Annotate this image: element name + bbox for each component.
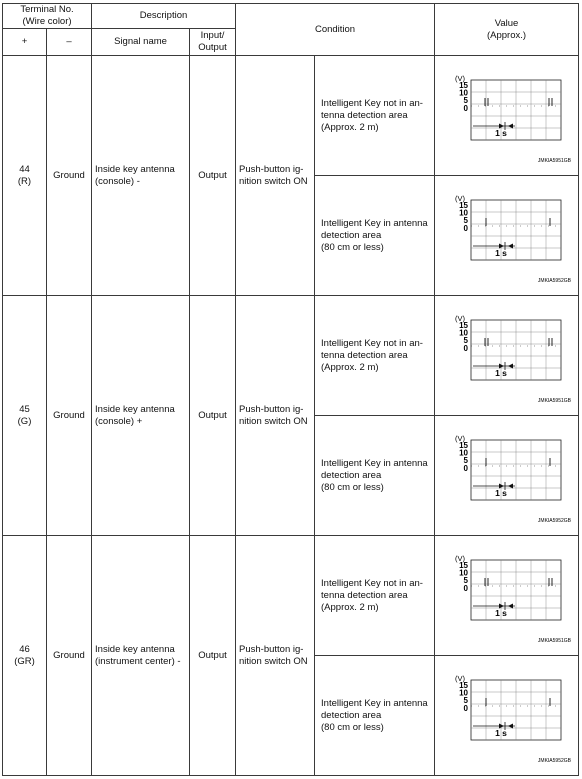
input-output-cell: Output [190,56,236,296]
terminal-plus-cell: 45 (G) [3,296,47,536]
waveform-tick-label: 10 [458,448,468,458]
waveform-cell [435,56,579,176]
waveform-plot [439,306,575,406]
waveform-cell [435,536,579,656]
waveform-arrow-left [508,123,513,128]
waveform-time-label: 1 s [494,367,507,378]
waveform-unit-label: (V) [454,673,465,683]
waveform-tick-label: 5 [463,575,468,585]
waveform-tick-label: 15 [458,440,468,450]
table-row [3,56,579,176]
input-output-cell: Output [190,296,236,536]
terminal-minus-cell: Ground [47,536,92,776]
waveform-tick-label: 10 [458,208,468,218]
waveform-tick-label: 15 [458,560,468,570]
sub-condition-cell: Intelligent Key not in an- tenna detection area (Approx. 2 m) [315,536,435,656]
terminal-minus-cell: Ground [47,56,92,296]
waveform-tick-label: 15 [458,320,468,330]
waveform-arrow-left [508,483,513,488]
sub-condition-cell: Intelligent Key in antenna detection area (80 cm or less) [315,656,435,776]
condition-main-cell: Push-button ig- nition switch ON [236,536,315,776]
waveform-time-label: 1 s [494,127,507,138]
waveform-tick-label: 0 [463,583,468,593]
terminal-minus-cell: Ground [47,296,92,536]
waveform-tick-label: 0 [463,103,468,113]
terminal-plus-cell: 46 (GR) [3,536,47,776]
waveform-plot [439,426,575,526]
waveform-image-code: JMKIA5952GB [537,517,571,524]
waveform-tick-label: 0 [463,343,468,353]
sub-condition-cell: Intelligent Key not in an- tenna detection area (Approx. 2 m) [315,56,435,176]
waveform-image-code: JMKIA5952GB [537,277,571,284]
waveform-tick-label: 5 [463,335,468,345]
waveform-unit-label: (V) [454,73,465,83]
waveform-unit-label: (V) [454,193,465,203]
waveform-tick-label: 5 [463,215,468,225]
waveform-plot [439,186,575,286]
header-plus: + [3,29,47,56]
waveform-tick-label: 10 [458,328,468,338]
table-row [3,296,579,416]
waveform-unit-label: (V) [454,553,465,563]
header-value: Value (Approx.) [435,4,579,56]
header-input-output: Input/ Output [190,29,236,56]
waveform-time-label: 1 s [494,487,507,498]
table-row [3,536,579,656]
header-description: Description [92,4,236,29]
waveform-cell [435,416,579,536]
waveform-image-code: JMKIA5951GB [537,637,571,644]
waveform-tick-label: 10 [458,688,468,698]
waveform-tick-label: 0 [463,223,468,233]
waveform-plot [439,546,575,646]
waveform-unit-label: (V) [454,433,465,443]
waveform-time-label: 1 s [494,247,507,258]
sub-condition-cell: Intelligent Key not in an- tenna detection area (Approx. 2 m) [315,296,435,416]
waveform-tick-label: 10 [458,88,468,98]
waveform-tick-label: 5 [463,95,468,105]
table-body [3,4,579,776]
signal-name-cell: Inside key antenna (console) - [92,56,190,296]
waveform-cell [435,176,579,296]
waveform-arrow-left [508,363,513,368]
waveform-image-code: JMKIA5951GB [537,157,571,164]
waveform-plot [439,66,575,166]
waveform-image-code: JMKIA5951GB [537,397,571,404]
waveform-unit-label: (V) [454,313,465,323]
header-condition: Condition [236,4,435,56]
input-output-cell: Output [190,536,236,776]
waveform-arrow-left [508,603,513,608]
waveform-time-label: 1 s [494,607,507,618]
waveform-cell [435,296,579,416]
header-row-1 [3,4,579,29]
terminal-plus-cell: 44 (R) [3,56,47,296]
sub-condition-cell: Intelligent Key in antenna detection area (80 cm or less) [315,176,435,296]
waveform-plot [439,666,575,766]
waveform-tick-label: 10 [458,568,468,578]
waveform-tick-label: 0 [463,703,468,713]
header-minus: – [47,29,92,56]
waveform-tick-label: 5 [463,695,468,705]
signal-name-cell: Inside key antenna (instrument center) - [92,536,190,776]
waveform-time-label: 1 s [494,727,507,738]
condition-main-cell: Push-button ig- nition switch ON [236,296,315,536]
waveform-arrow-left [508,723,513,728]
sub-condition-cell: Intelligent Key in antenna detection area (80 cm or less) [315,416,435,536]
waveform-tick-label: 5 [463,455,468,465]
header-terminal-no: Terminal No. (Wire color) [3,4,92,29]
waveform-tick-label: 0 [463,463,468,473]
waveform-arrow-left [508,243,513,248]
waveform-tick-label: 15 [458,200,468,210]
waveform-tick-label: 15 [458,80,468,90]
waveform-cell [435,656,579,776]
waveform-tick-label: 15 [458,680,468,690]
signal-name-cell: Inside key antenna (console) + [92,296,190,536]
waveform-image-code: JMKIA5952GB [537,757,571,764]
header-signal-name: Signal name [92,29,190,56]
condition-main-cell: Push-button ig- nition switch ON [236,56,315,296]
terminal-spec-table [2,3,579,776]
